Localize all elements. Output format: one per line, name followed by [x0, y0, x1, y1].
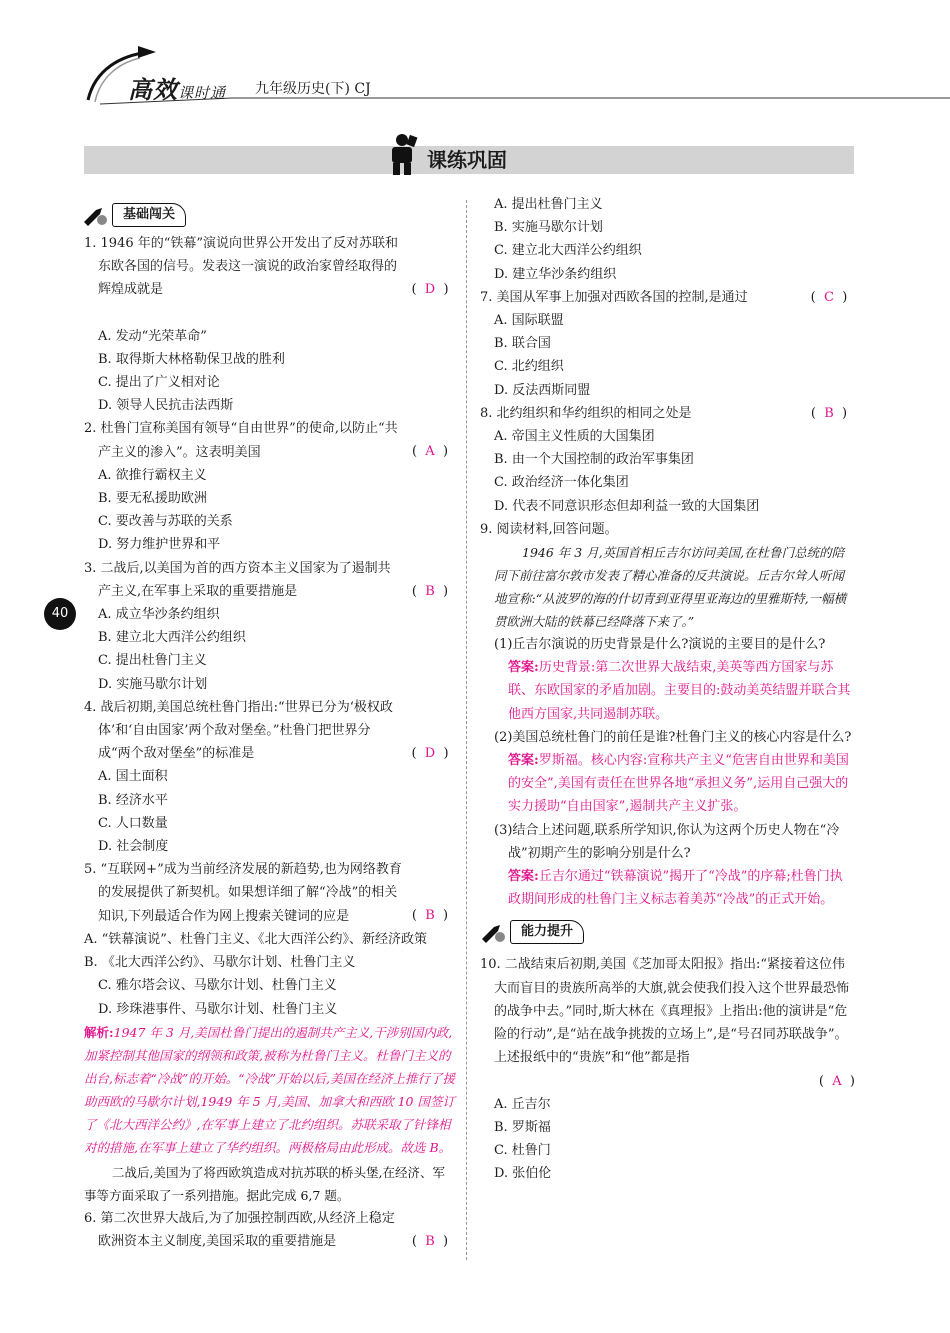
option: D. 代表不同意识形态但却利益一致的大国集团 [494, 498, 760, 514]
question-text: 7. 美国从军事上加强对西欧各国的控制,是通过 [480, 289, 748, 305]
right-column [480, 193, 855, 1185]
sub-answer-2: 答案:罗斯福。核心内容:宣称共产主义“危害自由世界和美国的安全”,美国有责任在世界各地“承担义务”,运用自己强大的实力援助“自由国家”,遏制共产主义扩张。 [508, 753, 849, 815]
option: D. 建立华沙条约组织 [494, 266, 617, 282]
option: B. 由一个大国控制的政治军事集团 [494, 452, 694, 468]
option: D. 努力维护世界和平 [98, 537, 221, 553]
option: A. 丘吉尔 [494, 1096, 551, 1112]
option: C. 政治经济一体化集团 [494, 475, 629, 491]
question-text: 6. 第二次世界大战后,为了加强控制西欧,从经济上稳定欧洲资本主义制度,美国采取的重要措施是 [84, 1210, 395, 1249]
option: D. 珍珠港事件、马歇尔计划、杜鲁门主义 [98, 1001, 338, 1017]
question-9 [480, 518, 855, 912]
question-4 [84, 696, 456, 858]
answer-slot: ( B ) [810, 405, 848, 421]
option: B. 取得斯大林格勒保卫战的胜利 [98, 351, 285, 367]
banner-title: 课练巩固 [427, 148, 507, 172]
question-6 [84, 1207, 456, 1253]
question-text: 3. 二战后,以美国为首的西方资本主义国家为了遏制共产主义,在军事上采取的重要措施是 [84, 560, 391, 599]
option: D. 张伯伦 [494, 1166, 552, 1182]
question-text: 5. “互联网+”成为当前经济发展的新趋势,也为网络教育的发展提供了新契机。如果想详细了解“冷战”的相关知识,下列最适合作为网上搜索关键词的应是 [84, 862, 402, 924]
option: C. 杜鲁门 [494, 1142, 551, 1158]
question-3 [84, 557, 456, 696]
question-7 [480, 286, 855, 402]
option: B. 《北大西洋公约》、马歇尔计划、杜鲁门主义 [84, 955, 356, 971]
sub-question-1: (1)丘吉尔演说的历史背景是什么?演说的主要目的是什么? [494, 637, 826, 653]
question-text: 4. 战后初期,美国总统杜鲁门指出:“世界已分为‘极权政体’和‘自由国家’两个敌对堡垒。”杜鲁门把世界分成“两个敌对堡垒”的标准是 [84, 699, 393, 762]
question-text: 1. 1946 年的“铁幕”演说向世界公开发出了反对苏联和东欧各国的信号。发表这一演说的政治家曾经取得的辉煌成就是 [84, 236, 399, 298]
question-text: 9. 阅读材料,回答问题。 [480, 521, 618, 537]
section-advanced-header [480, 917, 855, 947]
answer-slot: ( D ) [411, 282, 449, 297]
question-1 [84, 232, 456, 417]
option: A. 欲推行霸权主义 [98, 467, 207, 483]
answer-slot: ( A ) [411, 444, 449, 460]
option: C. 雅尔塔会议、马歇尔计划、杜鲁门主义 [98, 978, 337, 994]
option: A. “铁幕演说”、杜鲁门主义、《北大西洋公约》、新经济政策 [84, 931, 427, 947]
option: A. 发动“光荣革命” [98, 328, 207, 344]
option: D. 领导人民抗击法西斯 [98, 398, 234, 414]
answer-slot: ( B ) [411, 1233, 449, 1249]
option: D. 社会制度 [98, 839, 169, 855]
option: B. 要无私援助欧洲 [98, 491, 207, 507]
section-advanced-label: 能力提升 [510, 920, 584, 944]
section-basic-header [82, 200, 456, 230]
sub-answer-3: 答案:丘吉尔通过“铁幕演说”揭开了“冷战”的序幕;杜鲁门执政期间形成的杜鲁门主义标志着美苏“冷战”的正式开始。 [508, 869, 843, 908]
question-5 [84, 858, 456, 1158]
option: A. 成立华沙条约组织 [98, 607, 220, 623]
option: B. 罗斯福 [494, 1119, 551, 1135]
option: D. 反法西斯同盟 [494, 382, 591, 398]
reading-passage: 1946 年 3 月,英国首相丘吉尔访问美国,在杜鲁门总统的陪同下前往富尔敦市发表了精心准备的反共演说。丘吉尔耸人听闻地宣称:“从波罗的海的什切青到亚得里亚海边的里雅斯特,一幅横贯欧洲大陆的铁幕已经降落下来了。” [494, 545, 847, 630]
option: B. 建立北大西洋公约组织 [98, 630, 246, 646]
option: B. 经济水平 [98, 792, 168, 808]
left-column [84, 207, 456, 1253]
option: C. 提出杜鲁门主义 [98, 653, 207, 669]
option: C. 建立北大西洋公约组织 [494, 243, 642, 259]
intro-6-7: 二战后,美国为了将西欧筑造成对抗苏联的桥头堡,在经济、军事等方面采取了一系列措施。据此完成 6,7 题。 [84, 1164, 445, 1203]
option: B. 实施马歇尔计划 [494, 220, 603, 236]
brand-logo-text: 高效课时通 [128, 75, 227, 104]
option: A. 国际联盟 [494, 313, 564, 329]
answer-slot: ( B ) [411, 583, 449, 599]
option: A. 帝国主义性质的大国集团 [494, 429, 655, 445]
explanation: 解析:1947 年 3 月,美国杜鲁门提出的遏制共产主义,干涉别国内政,加紧控制其他国家的纲领和政策,被称为杜鲁门主义。杜鲁门主义的出台,标志着“冷战”的开始。“冷战”开始以后,美国在经济上推行了援助西欧的马歇尔计划,1949 年 5 月,美国、加拿大和西欧 10 国签订了《北大西洋公约》,在军事上建立了北约组织。苏联采取了针锋相对的措施,在军事上建立了华约组织。两极格局由此形成。故选 B。 [84, 1024, 456, 1155]
section-basic-label: 基础闯关 [112, 203, 186, 227]
answer-slot: ( C ) [810, 289, 848, 305]
subject-label: 九年级历史(下) CJ [255, 81, 371, 97]
question-8 [480, 402, 855, 518]
question-text: 8. 北约组织和华约组织的相同之处是 [480, 405, 692, 421]
page-number: 40 [44, 598, 76, 630]
option: C. 北约组织 [494, 359, 564, 375]
sub-question-3: (3)结合上述问题,联系所学知识,你认为这两个历史人物在“冷战”初期产生的影响分别是什么? [494, 822, 840, 861]
column-divider [466, 200, 467, 1260]
page-header [0, 0, 950, 110]
question-2 [84, 417, 456, 556]
sub-question-2: (2)美国总统杜鲁门的前任是谁?杜鲁门主义的核心内容是什么? [494, 729, 852, 745]
question-text: 2. 杜鲁门宣称美国有领导“自由世界”的使命,以防止“共产主义的渗入”。这表明美国 [84, 421, 398, 460]
option: C. 要改善与苏联的关系 [98, 514, 233, 530]
option: C. 人口数量 [98, 815, 168, 831]
answer-slot: ( D ) [411, 745, 449, 761]
answer-slot: ( A ) [818, 1073, 855, 1089]
option: A. 提出杜鲁门主义 [494, 197, 603, 212]
option: C. 提出了广义相对论 [98, 375, 220, 391]
student-figure-icon [384, 132, 420, 176]
sub-answer-1: 答案:历史背景:第二次世界大战结束,美英等西方国家与苏联、东欧国家的矛盾加剧。主要目的:鼓动美英结盟并联合其他西方国家,共同遏制苏联。 [508, 660, 851, 722]
question-text: 10. 二战结束后初期,美国《芝加哥太阳报》指出:“紧接着这位伟大而盲目的贵族所高举的大旗,就会使我们投入这个世界最恐怖的战争中去。”同时,斯大林在《真理报》上指出:他的演讲是“危险的行动”,是“站在战争挑拨的立场上”,是“号召同苏联战争”。上述报纸中的“贵族”和“他”都是指 [480, 957, 850, 1066]
question-10 [480, 953, 855, 1185]
pen-book-icon [480, 921, 506, 943]
answer-slot: ( B ) [411, 908, 449, 924]
option: A. 国土面积 [98, 769, 168, 785]
pen-book-icon [82, 204, 108, 226]
option: D. 实施马歇尔计划 [98, 676, 208, 692]
option: B. 联合国 [494, 336, 551, 352]
